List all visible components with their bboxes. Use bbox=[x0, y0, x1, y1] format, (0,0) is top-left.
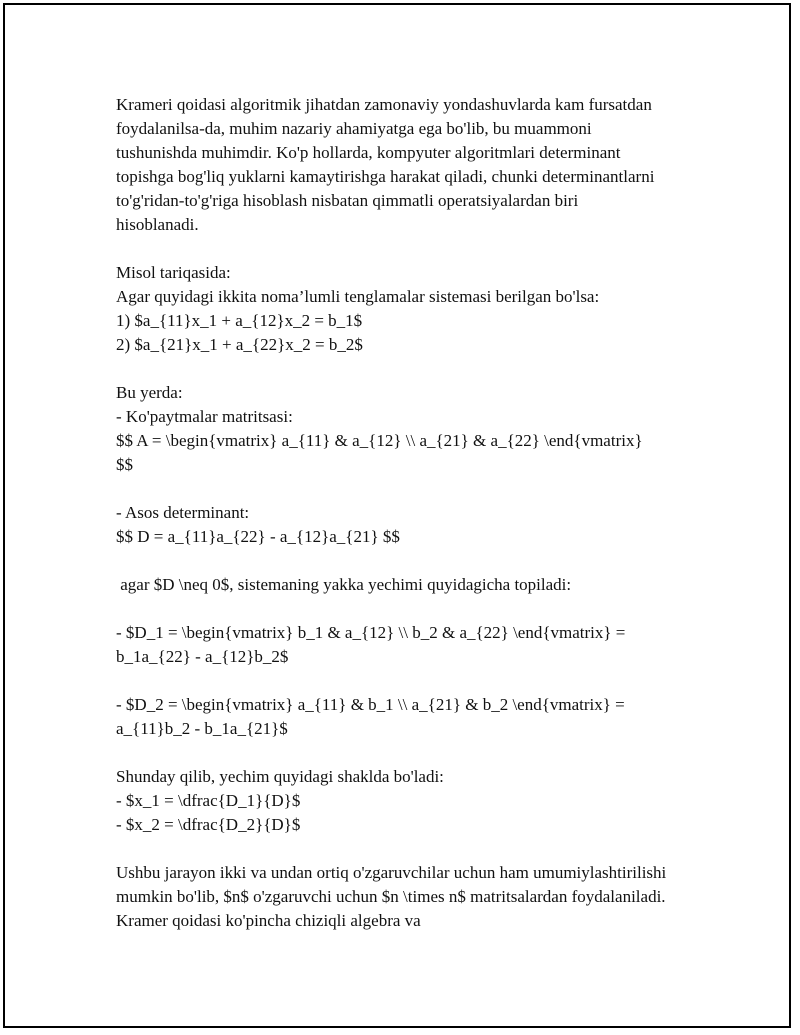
spacer bbox=[116, 357, 676, 381]
spacer bbox=[116, 237, 676, 261]
x1-formula: - $x_1 = \dfrac{D_1}{D}$ bbox=[116, 791, 301, 810]
coef-matrix-formula: $$ A = \begin{vmatrix} a_{11} & a_{12} \\ a_{21} & a_{22} \end{vmatrix} $$ bbox=[116, 431, 647, 474]
d2-formula: - $D_2 = \begin{vmatrix} a_{11} & b_1 \\ a_{21} & b_2 \end{vmatrix} = a_{11}b_2 - b_1a_{21}$ bbox=[116, 695, 630, 738]
spacer bbox=[116, 837, 676, 861]
example-intro: Agar quyidagi ikkita noma’lumli tenglamalar sistemasi berilgan bo'lsa: bbox=[116, 287, 600, 306]
closing-paragraph: Ushbu jarayon ikki va undan ortiq o'zgaruvchilar uchun ham umumiylashtirilishi mumkin bo'lib, $n$ o'zgaruvchi uchun $n \times n$ matritsalardan foydalaniladi. Kramer qoidasi ko'pincha chiziqli algebra va bbox=[116, 863, 671, 930]
spacer bbox=[116, 741, 676, 765]
intro-paragraph: Krameri qoidasi algoritmik jihatdan zamonaviy yondashuvlarda kam fursatdan foydalanilsa-da, muhim nazariy ahamiyatga ega bo'lib, bu muammoni tushunishda muhimdir. Ko'p hollarda, kompyuter algoritmlari determinant topishga bog'liq yuklarni kamaytirishga harakat qiladi, chunki determinantlarni to'g'ridan-to'g'riga hisoblash nisbatan qimmatli operatsiyalardan biri hisoblanadi. bbox=[116, 95, 659, 234]
spacer bbox=[116, 477, 676, 501]
solution-heading: Shunday qilib, yechim quyidagi shaklda bo'ladi: bbox=[116, 767, 444, 786]
document-body bbox=[116, 93, 676, 933]
here-heading: Bu yerda: bbox=[116, 383, 183, 402]
base-det-label: - Asos determinant: bbox=[116, 503, 250, 522]
equation-1: 1) $a_{11}x_1 + a_{12}x_2 = b_1$ bbox=[116, 311, 363, 330]
coef-matrix-label: - Ko'paytmalar matritsasi: bbox=[116, 407, 293, 426]
condition-line: agar $D \neq 0$, sistemaning yakka yechimi quyidagicha topiladi: bbox=[116, 575, 572, 594]
spacer bbox=[116, 597, 676, 621]
spacer bbox=[116, 669, 676, 693]
spacer bbox=[116, 549, 676, 573]
example-heading: Misol tariqasida: bbox=[116, 263, 231, 282]
equation-2: 2) $a_{21}x_1 + a_{22}x_2 = b_2$ bbox=[116, 335, 363, 354]
d1-formula: - $D_1 = \begin{vmatrix} b_1 & a_{12} \\ b_2 & a_{22} \end{vmatrix} = b_1a_{22} - a_{12}b_2$ bbox=[116, 623, 630, 666]
base-det-formula: $$ D = a_{11}a_{22} - a_{12}a_{21} $$ bbox=[116, 527, 400, 546]
x2-formula: - $x_2 = \dfrac{D_2}{D}$ bbox=[116, 815, 301, 834]
